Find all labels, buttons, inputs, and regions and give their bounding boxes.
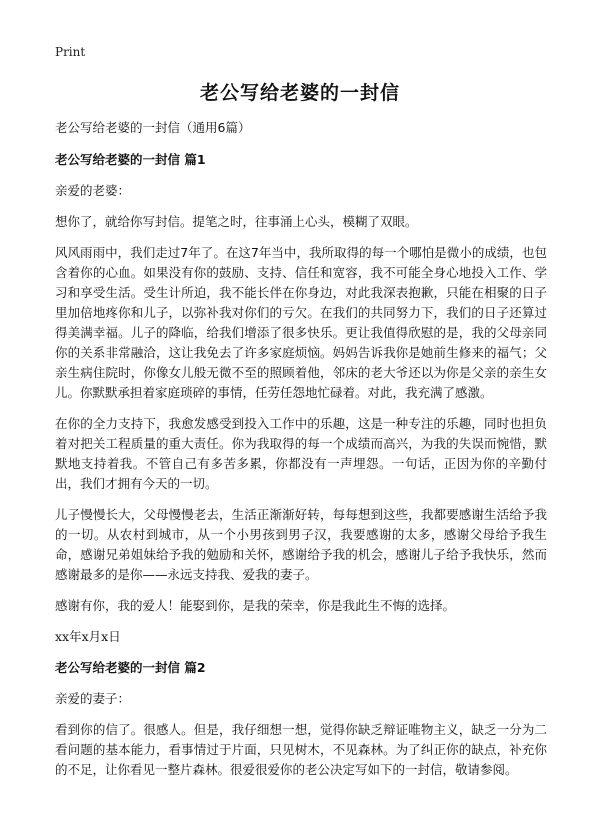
letter-greeting-1: 亲爱的老婆：: [55, 183, 131, 198]
letter-date: xx年x月x日: [55, 629, 121, 644]
paragraph: 风风雨雨中，我们走过7年了。在这7年当中，我所取得的每一个哪怕是微小的成绩，也包含着你的心血。如果没有你的鼓励、支持、信任和宽容，我不可能全身心地投入工作、学习和享受生活。受生计所迫，我不能长伴在你身边，对此我深表抱歉，只能在相聚的日子里加倍地疼你和儿子，以弥补我对你们的亏欠。在我们的共同努力下，我们的日子还算过得美满幸福。儿子的降临，给我们增添了很多快乐。更让我值得欣慰的是，我的父母亲同你的关系非常融洽，这让我免去了许多家庭烦恼。妈妈告诉我你是她前生修来的福气；父亲生病住院时，你像女儿般无微不至的照顾着他，邻床的老大爷还以为你是父亲的亲生女儿。你默默承担着家庭琐碎的事情，任劳任怨地忙碌着。对此，我充满了感激。: [55, 245, 547, 400]
page-title: 老公写给老婆的一封信: [199, 82, 400, 104]
print-link[interactable]: Print: [55, 45, 86, 59]
letter-greeting-2: 亲爱的妻子：: [55, 691, 131, 706]
paragraph: 在你的全力支持下，我愈发感受到投入工作中的乐趣，这是一种专注的乐趣，同时也担负着对把关工程质量的重大责任。你为我取得的每一个成绩而高兴，为我的失误而惋惜，默默地支持着我。不管自己有多苦多累，你都没有一声埋怨。一句话，正因为你的辛勤付出，我们才拥有今天的一切。: [55, 416, 547, 491]
section-heading-2: 老公写给老婆的一封信 篇2: [55, 660, 206, 675]
section-heading-1: 老公写给老婆的一封信 篇1: [55, 152, 206, 167]
paragraph: 想你了，就给你写封信。提笔之时，往事涌上心头，模糊了双眼。: [55, 214, 418, 229]
paragraph: 看到你的信了。很感人。但是，我仔细想一想，觉得你缺乏辩证唯物主义，缺乏一分为二看问题的基本能力，看事情过于片面，只见树木，不见森林。为了纠正你的缺点，补充你的不足，让你看见一整片森林。很爱很爱你的老公决定写如下的一封信，敬请参阅。: [55, 722, 547, 777]
paragraph: 儿子慢慢长大，父母慢慢老去，生活正渐渐好转，每每想到这些，我都要感谢生活给予我的一切。从农村到城市，从一个小男孩到男子汉，我要感谢的太多，感谢父母给予我生命，感谢兄弟姐妹给予我的勉励和关怀，感谢给予我的机会，感谢儿子给予我快乐，然而感谢最多的是你——永远支持我、爱我的妻子。: [55, 507, 547, 582]
paragraph: 感谢有你，我的爱人！能娶到你，是我的荣幸，你是我此生不悔的选择。: [55, 598, 456, 613]
document-subtitle: 老公写给老婆的一封信（通用6篇）: [55, 120, 251, 135]
document-body: [55, 118, 547, 791]
